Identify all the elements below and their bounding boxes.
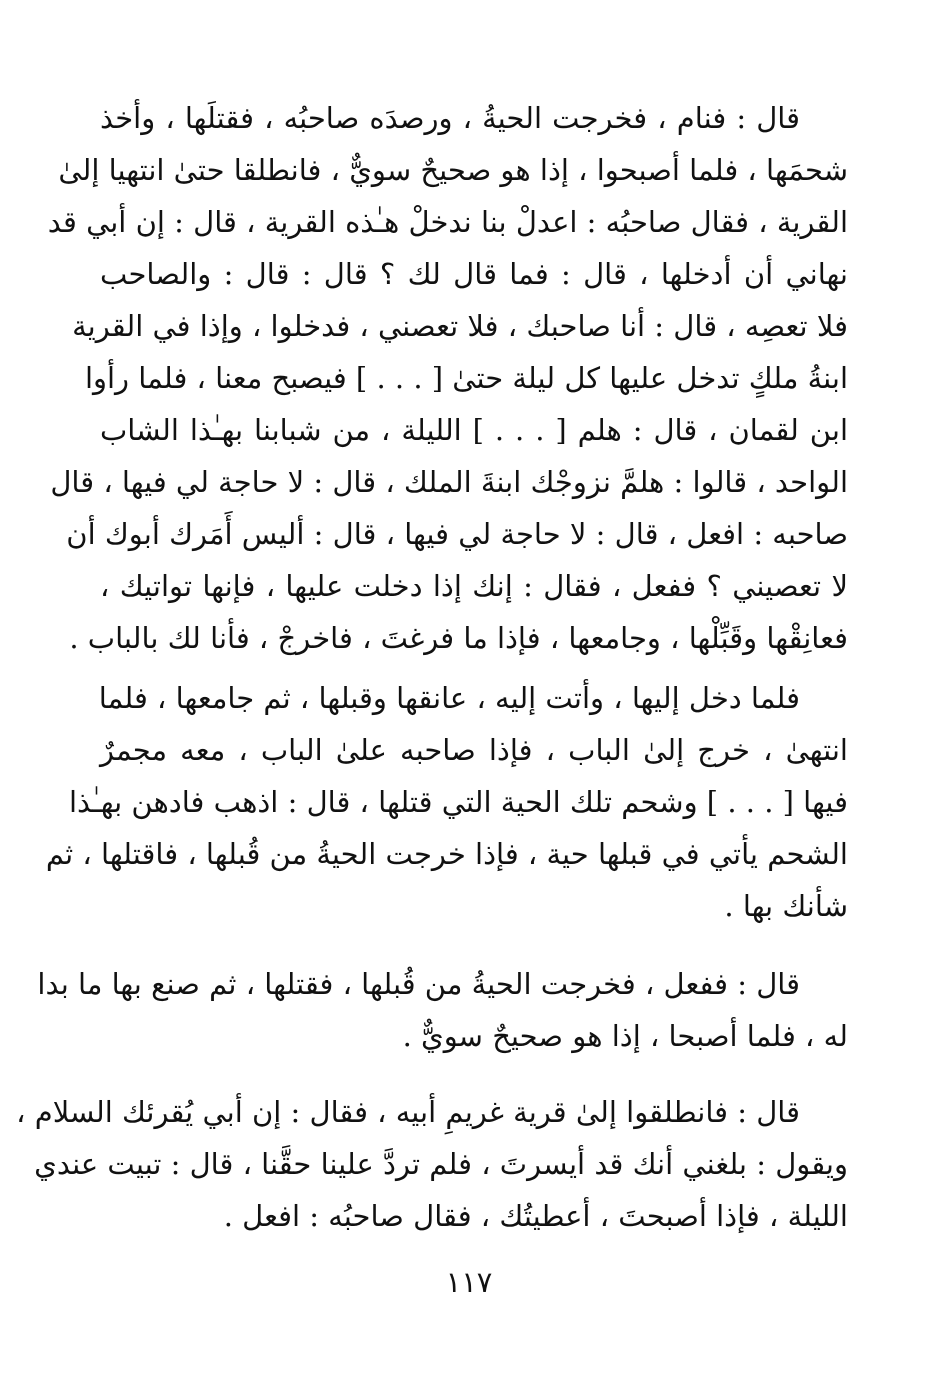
- text-line: نهاني أن أدخلها ، قال : فما قال لك ؟ قال : قال : والصاحب: [100, 257, 848, 291]
- text-line: ابنةُ ملكٍ تدخل عليها كل ليلة حتىٰ [ . . . ] فيصبح معنا ، فلما رأوا: [84, 361, 848, 395]
- text-line: قال : فانطلقوا إلىٰ قرية غريمِ أبيه ، فقال : إن أبي يُقرئك السلام ،: [16, 1095, 800, 1129]
- body-text: [16, 92, 848, 1242]
- text-line: فيها [ . . . ] وشحم تلك الحية التي قتلها ، قال : اذهب فادهن بهـٰذا: [68, 785, 848, 819]
- text-line: الشحم يأتي في قبلها حية ، فإذا خرجت الحيةُ من قُبلها ، فاقتلها ، ثم: [45, 837, 848, 871]
- paragraph-1: [47, 92, 848, 664]
- text-line: ابن لقمان ، قال : هلم [ . . . ] الليلة ، من شبابنا بهـٰذا الشاب: [100, 413, 848, 447]
- text-line: لا تعصيني ؟ ففعل ، فقال : إنك إذا دخلت عليها ، فإنها تواتيك ،: [100, 569, 848, 603]
- text-line: الليلة ، فإذا أصبحتَ ، أعطيتُك ، فقال صاحبُه : افعل .: [223, 1199, 848, 1233]
- text-line: شحمَها ، فلما أصبحوا ، إذا هو صحيحٌ سويٌّ ، فانطلقا حتىٰ انتهيا إلىٰ: [58, 153, 848, 187]
- text-line: ويقول : بلغني أنك قد أيسرتَ ، فلم تردَّ علينا حقَّنا ، قال : تبيت عندي: [34, 1147, 848, 1181]
- text-line: قال : فنام ، فخرجت الحيةُ ، ورصدَه صاحبُه ، فقتلَها ، وأخذ: [100, 101, 800, 135]
- paragraph-2: [45, 672, 848, 932]
- text-line: صاحبه : افعل ، قال : لا حاجة لي فيها ، قال : أليس أَمَرك أبوك أن: [66, 517, 848, 551]
- text-line: فلا تعصِه ، قال : أنا صاحبك ، فلا تعصني ، فدخلوا ، وإذا في القرية: [72, 309, 848, 343]
- text-line: له ، فلما أصبحا ، إذا هو صحيحٌ سويٌّ .: [402, 1019, 848, 1053]
- text-line: فعانِقْها وقَبِّلْها ، وجامعها ، فإذا ما فرغتَ ، فاخرجْ ، فأنا لك بالباب .: [69, 621, 848, 655]
- text-line: شأنك بها .: [724, 889, 848, 923]
- text-line: الواحد ، قالوا : هلمَّ نزوجْك ابنةَ الملك ، قال : لا حاجة لي فيها ، قال: [50, 465, 848, 499]
- paragraph-3: [37, 958, 848, 1062]
- paragraph-4: [16, 1086, 848, 1242]
- page-number: ١١٧: [445, 1265, 493, 1299]
- text-line: انتهىٰ ، خرج إلىٰ الباب ، فإذا صاحبه علىٰ الباب ، معه مجمرٌ: [100, 733, 848, 767]
- text-line: قال : ففعل ، فخرجت الحيةُ من قُبلها ، فقتلها ، ثم صنع بها ما بدا: [37, 967, 800, 1001]
- text-line: القرية ، فقال صاحبُه : اعدلْ بنا ندخلْ هـٰذه القرية ، قال : إن أبي قد: [47, 205, 848, 239]
- text-line: فلما دخل إليها ، وأتت إليه ، عانقها وقبلها ، ثم جامعها ، فلما: [98, 681, 800, 715]
